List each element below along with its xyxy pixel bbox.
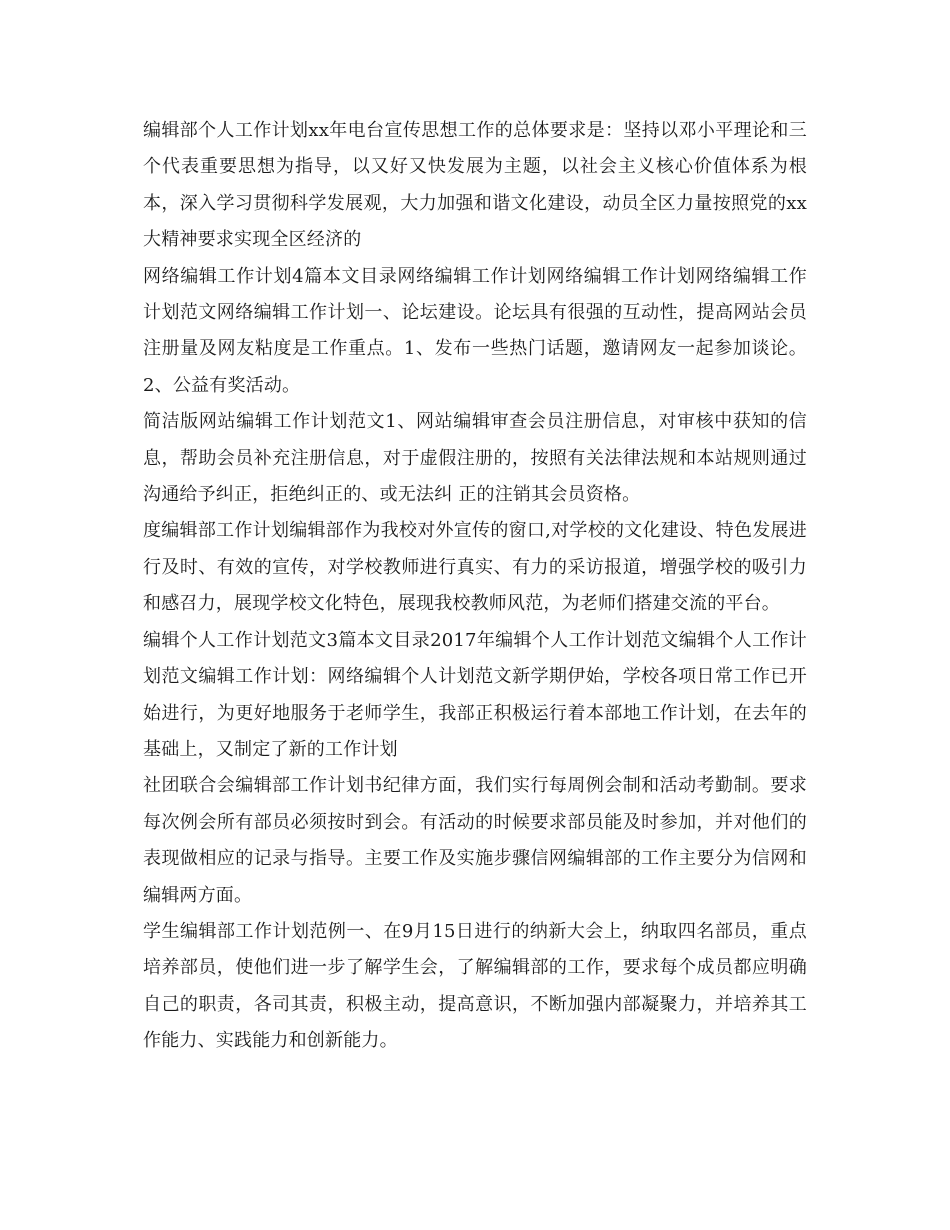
paragraph-7: 学生编辑部工作计划范例一、在9月15日进行的纳新大会上，纳取四名部员，重点培养部员，使他们进一步了解学生会，了解编辑部的工作，要求每个成员都应明确自己的职责，各司其责，积极主动，提高意识，不断加强内部凝聚力，并培养其工作能力、实践能力和创新能力。 xyxy=(143,920,807,1052)
paragraph-6: 社团联合会编辑部工作计划书纪律方面，我们实行每周例会制和活动考勤制。要求每次例会所有部员必须按时到会。有活动的时候要求部员能及时参加，并对他们的表现做相应的记录与指导。主要工作及实施步骤信网编辑部的工作主要分为信网和编辑两方面。 xyxy=(143,775,807,906)
paragraph-5: 编辑个人工作计划范文3篇本文目录2017年编辑个人工作计划范文编辑个人工作计划范文编辑工作计划：网络编辑个人计划范文新学期伊始，学校各项日常工作已开始进行，为更好地服务于老师学生，我部正积极运行着本部地工作计划，在去年的基础上，又制定了新的工作计划 xyxy=(143,629,807,760)
paragraph-3: 简洁版网站编辑工作计划范文1、网站编辑审查会员注册信息，对审核中获知的信息，帮助会员补充注册信息，对于虚假注册的，按照有关法律法规和本站规则通过沟通给予纠正，拒绝纠正的、或无法纠 正的注销其会员资格。 xyxy=(143,411,807,506)
paragraph-4: 度编辑部工作计划编辑部作为我校对外宣传的窗口,对学校的文化建设、特色发展进行及时、有效的宣传，对学校教师进行真实、有力的采访报道，增强学校的吸引力和感召力，展现学校文化特色，展现我校教师风范，为老师们搭建交流的平台。 xyxy=(143,520,807,615)
paragraph-2: 网络编辑工作计划4篇本文目录网络编辑工作计划网络编辑工作计划网络编辑工作计划范文网络编辑工作计划一、论坛建设。论坛具有很强的互动性，提高网站会员注册量及网友粘度是工作重点。1、发布一些热门话题，邀请网友一起参加谈论。2、公益有奖活动。 xyxy=(143,265,807,396)
paragraph-1: 编辑部个人工作计划xx年电台宣传思想工作的总体要求是：坚持以邓小平理论和三个代表重要思想为指导，以又好又快发展为主题，以社会主义核心价值体系为根本，深入学习贯彻科学发展观，大力加强和谐文化建设，动员全区力量按照党的xx大精神要求实现全区经济的 xyxy=(143,120,807,251)
document-body xyxy=(143,113,807,1060)
